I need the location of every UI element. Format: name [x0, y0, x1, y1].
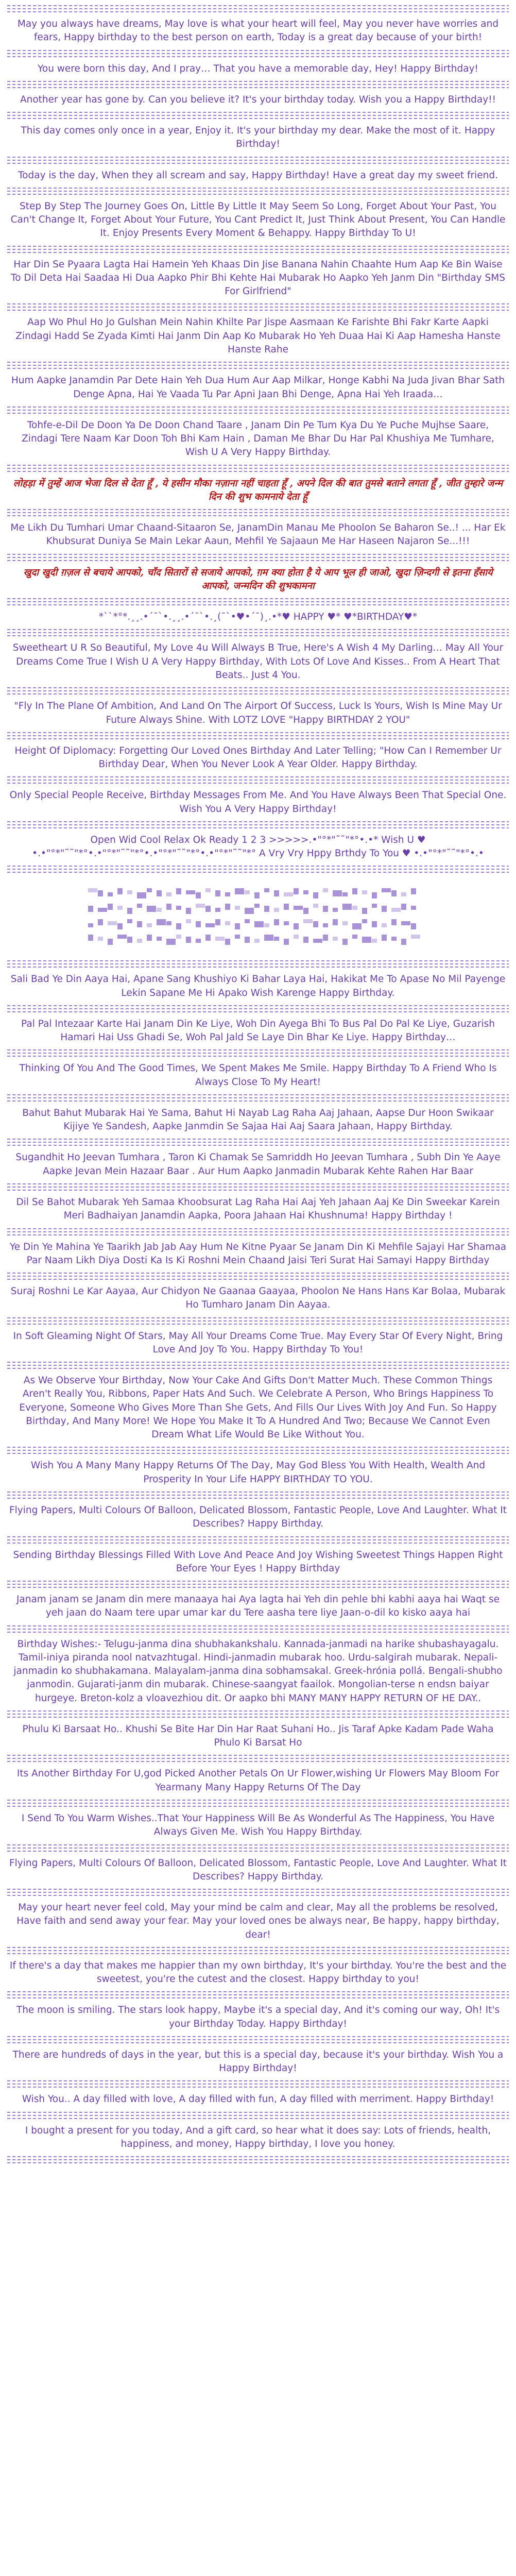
ascii-art-block — [264, 906, 269, 912]
happy-birthday-ascii-art — [78, 878, 438, 955]
ascii-art-block — [411, 888, 416, 894]
ascii-art-block — [303, 890, 308, 894]
dashed-divider — [7, 303, 509, 311]
dashed-divider — [7, 1844, 509, 1852]
ascii-art-block — [352, 923, 362, 929]
ascii-art-block — [196, 921, 201, 927]
ascii-art-block — [98, 937, 103, 941]
birthday-wish-text: खुदा खुदी ग़ज़ल से बचाये आपको, चाँद सितारों से सजाये आपको, ग़म क्या होता है ये आप भूल ही जाओ, खुदा ज़िन्दगी से इतना हँसाये आपको, जन्मदिन की शुभकामना — [23, 567, 493, 591]
ascii-art-block — [147, 888, 152, 892]
ascii-art-block — [382, 906, 387, 912]
ascii-art-block — [127, 919, 132, 923]
dashed-divider — [7, 1581, 509, 1588]
ascii-art-block — [382, 935, 387, 941]
birthday-wish-text: Sali Bad Ye Din Aaya Hai, Apane Sang Khushiyo Ki Bahar Laya Hai, Hakikat Me To Apase No Mil Payenge Lekin Sapane Me Hi Apako Wish Karenge Happy Birthday. — [10, 974, 506, 998]
ascii-art-block — [284, 904, 289, 910]
birthday-wish-text: Thinking Of You And The Good Times, We Spent Makes Me Smile. Happy Birthday To A Friend Who Is Always Close To My Heart! — [19, 1063, 497, 1088]
birthday-wish-text: Wish You A Many Many Happy Returns Of The Day, May God Bless You With Health, Wealth And Prosperity In Your Life HAPPY BIRTHDAY TO YOU. — [30, 1460, 486, 1485]
birthday-wish-text: Its Another Birthday For U,god Picked Another Petals On Ur Flower,wishing Ur Flowers May Bloom For Yearmany Many Happy Returns Of The Day — [16, 1768, 500, 1793]
ascii-art-block — [372, 939, 377, 943]
ascii-art-block — [313, 921, 318, 927]
ascii-art-block — [313, 939, 322, 943]
ascii-art-block — [215, 919, 220, 925]
dashed-divider — [7, 554, 509, 561]
birthday-wish-text: "Fly In The Plane Of Ambition, And Land On The Airport Of Success, Luck Is Yours, Wish Is Mine May Ur Future Always Shine. With LOTZ LOVE "Happy BIRTHDAY 2 YOU" — [14, 701, 502, 725]
birthday-wish-text: Flying Papers, Multi Colours Of Balloon, Delicated Blossom, Fantastic People, Love And Laughter. What It Describes? Happy Birthday. — [9, 1505, 507, 1530]
dashed-divider — [7, 5, 509, 12]
birthday-wish-text: Sending Birthday Blessings Filled With Love And Peace And Joy Wishing Sweetest Things Happen Right Before Your Eyes ! Happy Birthday — [13, 1549, 503, 1574]
ascii-art-block — [254, 904, 260, 908]
ascii-art-block — [294, 888, 299, 894]
birthday-wish-text: I bought a present for you today, And a gift card, so hear what it does say: Lots of friends, health, happiness, and money, Happy birthday, I love you honey. — [25, 2125, 491, 2149]
ascii-art-block — [108, 921, 117, 925]
ascii-art-block — [401, 939, 406, 945]
ascii-art-block — [284, 939, 289, 945]
ascii-art-block — [401, 921, 410, 925]
ascii-art-block — [313, 904, 318, 908]
ascii-art-block — [137, 939, 142, 943]
ascii-art-block — [342, 921, 348, 925]
ascii-art-block — [215, 937, 225, 941]
ascii-art-block — [186, 919, 191, 923]
ascii-art-block — [411, 935, 420, 939]
dashed-divider — [7, 406, 509, 414]
dashed-divider — [7, 2112, 509, 2119]
ascii-art-block — [205, 888, 211, 892]
dashed-divider — [7, 1947, 509, 1954]
birthday-wish-text: Open Wid Cool Relax Ok Ready 1 2 3 >>>>>.•"°*"˜˜"*°•.•* Wish U ♥ •.•"°*"˜˜"*°•.•"°*"˜˜"*°•.•"°*"˜˜"*°•.•"°*"˜˜"*° A Vry Vry Hppy Brthdy To You ♥ •.•"°*"˜˜"*°•.• — [32, 834, 484, 859]
dashed-divider — [7, 629, 509, 636]
birthday-wish-text: Suraj Roshni Le Kar Aayaa, Aur Chidyon Ne Gaanaa Gaayaa, Phoolon Ne Hans Hans Kar Bolaa, Mubarak Ho Tumharo Janam Din Aayaa. — [10, 1286, 506, 1311]
ascii-art-block — [176, 888, 181, 894]
ascii-art-block — [235, 923, 240, 929]
dashed-divider — [7, 188, 509, 195]
dashed-divider — [7, 1447, 509, 1454]
ascii-art-block — [225, 904, 230, 910]
dashed-divider — [7, 2156, 509, 2163]
birthday-wish-text: Birthday Wishes:- Telugu-janma dina shubhakankshalu. Kannada-janmadi na harike shubashayagalu. Tamil-iniya piranda nool natvazhtugal. Hindi-janmadin mubarak hoo. Urdu-salgirah mubarak. Nepali-janmadin ko shubhakamana. Malayalam-janma dina sobhamsakal. Greek-hrónia pollá. Bengali-shubho janmodin. Gujarati-janm din mubarak. Chinese-saangyat faailok. Mongolian-terse n endsn baiyar hurgeye. Breton-kolz a vloavezhiou dit. Or aapko bhi MANY MANY HAPPY RETURN OF HE DAY.. — [13, 1638, 503, 1704]
ascii-art-block — [284, 892, 293, 896]
birthday-wish-text: Phulu Ki Barsaat Ho.. Khushi Se Bite Har Din Har Raat Suhani Ho.. Jis Taraf Apke Kadam Pade Waha Phulo Ki Barsat Ho — [22, 1723, 494, 1749]
ascii-art-block — [352, 935, 357, 939]
ascii-art-block — [382, 888, 391, 892]
ascii-art-block — [372, 921, 377, 927]
ascii-art-block — [88, 906, 93, 912]
ascii-art-block — [303, 908, 308, 914]
dashed-divider — [7, 1362, 509, 1369]
dashed-divider — [7, 1094, 509, 1101]
birthday-wish-text: As We Observe Your Birthday, Now Your Cake And Gifts Don't Matter Much. These Common Things Aren't Really You, Ribbons, Paper Hats And Such. We Celebrate A Person, Who Brings Happiness To Everyone, Someone Who Gives More Than She Gets, And Fills Our Lives With Joy And Fun. So Happy Birthday, And Many More! We Hope You Make It To A Hundred And Two; Because We Cannot Even Dream What Life Would Be Like Without You. — [19, 1375, 497, 1440]
ascii-art-block — [117, 923, 123, 929]
ascii-art-block — [391, 919, 397, 925]
dashed-divider — [7, 157, 509, 164]
ascii-art-block — [254, 892, 260, 899]
ascii-art-block — [294, 935, 299, 939]
ascii-art-block — [391, 908, 401, 912]
ascii-art-block — [127, 937, 132, 943]
birthday-wish-text: I Send To You Warm Wishes..That Your Happiness Will Be As Wonderful As The Happiness, You Have Always Given Me. Wish You Happy Birthday. — [21, 1812, 495, 1838]
birthday-wish-text: The moon is smiling. The stars look happy, Maybe it's a special day, And it's coming our way, Oh! It's your Birthday Today. Happy Birthday! — [16, 2005, 500, 2029]
ascii-art-block — [137, 892, 146, 899]
birthday-wish-text: Wish You.. A day filled with love, A day filled with fun, A day filled with merriment. Happy Birthday! — [22, 2094, 494, 2105]
ascii-art-block — [108, 892, 113, 896]
birthday-wish-text: Pal Pal Intezaar Karte Hai Janam Din Ke Liye, Woh Din Ayega Bhi To Bus Pal Do Pal Ke Liye, Guzarish Hamari Hai Uss Ghadi Se, Woh Pal Jald Se Laye Din Bhar Ke Liye. Happy Birthday… — [21, 1018, 495, 1043]
ascii-art-block — [274, 937, 279, 941]
ascii-art-block — [274, 919, 279, 925]
ascii-art-block — [274, 890, 279, 896]
ascii-art-block — [157, 937, 162, 941]
ascii-art-block — [342, 892, 348, 896]
dashed-divider — [7, 1710, 509, 1718]
ascii-art-block — [205, 906, 211, 912]
ascii-art-block — [186, 890, 195, 894]
dashed-divider — [7, 821, 509, 828]
birthday-wish-text: Hum Aapke Janamdin Par Dete Hain Yeh Dua Hum Aur Aap Milkar, Honge Kabhi Na Juda Jivan Bhar Sath Denge Apna, Hai Ye Vaada Tu Par Apni Jaan Bhi Denge, Apna Hai Yeh Iraada… — [11, 375, 505, 400]
ascii-art-block — [196, 892, 201, 899]
ascii-art-block — [186, 908, 191, 914]
ascii-art-block — [166, 904, 171, 910]
ascii-art-block — [205, 923, 215, 927]
birthday-wish-text: If there's a day that makes me happier than my own birthday, It's your birthday. You're the best and the sweetest, you're the cutest and the closest. Happy birthday to you! — [9, 1960, 507, 1985]
ascii-art-block — [98, 908, 107, 912]
ascii-art-block — [294, 906, 303, 910]
ascii-art-block — [284, 921, 289, 925]
ascii-art-block — [411, 923, 416, 929]
ascii-art-block — [147, 935, 152, 941]
dashed-divider — [7, 1005, 509, 1012]
ascii-art-block — [127, 908, 132, 914]
ascii-art-block — [196, 939, 201, 943]
birthday-wish-text: Ye Din Ye Mahina Ye Taarikh Jab Jab Aay Hum Ne Kitne Pyaar Se Janam Din Ki Mehfile Sajayi Har Shamaa Par Naam Likh Diya Dosti Ka Is Ki Roshni Mein Chaand Jaisi Teri Surat Hai Samayi Happy Birthday — [9, 1241, 507, 1266]
dashed-divider — [7, 687, 509, 694]
ascii-art-block — [176, 923, 181, 929]
dashed-divider — [7, 465, 509, 472]
dashed-divider — [7, 1536, 509, 1544]
dashed-divider — [7, 960, 509, 968]
ascii-art-block — [342, 904, 352, 910]
birthday-wish-text: This day comes only once in a year, Enjoy it. It's your birthday my dear. Make the most of it. Happy Birthday! — [21, 125, 495, 150]
dashed-divider — [7, 1273, 509, 1280]
dashed-divider — [7, 866, 509, 873]
ascii-art-block — [166, 939, 176, 945]
ascii-art-block — [235, 906, 240, 910]
dashed-divider — [7, 362, 509, 369]
ascii-art-block — [333, 919, 338, 925]
dashed-divider — [7, 598, 509, 605]
wishes-page — [0, 5, 516, 2163]
ascii-art-block — [176, 906, 181, 910]
birthday-wish-text: Sweetheart U R So Beautiful, My Love 4u Will Always B True, Here's A Wish 4 My Darling… May All Your Dreams Come True I Wish U A Very Happy Birthday, With Lots Of Love And Kisses.. From A Heart That Beats.. Just 4 You. — [12, 642, 504, 681]
ascii-art-block — [411, 906, 416, 910]
birthday-wish-text: Tohfe-e-Dil De Doon Ya De Doon Chand Taare , Janam Din Pe Tum Kya Du Ye Puche Mujhse Saare, Zindagi Tere Naam Kar Doon Toh Bhi Kam Hain , Daman Me Bhar Du Har Pal Khushiya Me Tumhare, Wish U A Very Happy Birthday. — [22, 419, 494, 458]
birthday-wish-text: Sugandhit Ho Jeevan Tumhara , Taron Ki Chamak Se Samriddh Ho Jeevan Tumhara , Subh Din Ye Aaye Aapke Jevan Mein Hazaar Baar . Aur Hum Aapko Janmadin Mubarak Kehte Rahen Har Baar — [15, 1152, 501, 1177]
birthday-wish-text: Dil Se Bahot Mubarak Yeh Samaa Khoobsurat Lag Raha Hai Aaj Yeh Jahaan Aaj Ke Din Sweekar Karein Meri Badhaiyan Janamdin Aapka, Poora Jahaan Hai Khushnuma! Happy Birthday ! — [16, 1197, 500, 1222]
ascii-art-block — [88, 923, 93, 927]
ascii-art-block — [333, 937, 338, 941]
ascii-art-block — [294, 923, 299, 929]
ascii-art-block — [117, 906, 123, 910]
ascii-art-block — [362, 890, 367, 894]
ascii-art-block — [215, 908, 220, 912]
ascii-art-block — [333, 890, 342, 896]
ascii-art-block — [245, 937, 250, 943]
ascii-art-block — [333, 908, 338, 912]
ascii-art-block — [274, 908, 279, 912]
ascii-art-block — [245, 919, 250, 923]
ascii-art-block — [108, 939, 113, 945]
ascii-art-block — [108, 904, 113, 910]
dashed-divider — [7, 1049, 509, 1057]
birthday-wish-text: Only Special People Receive, Birthday Messages From Me. And You Have Always Been That Special One. Wish You A Very Happy Birthday! — [9, 790, 507, 815]
birthday-wish-text: लोहड़ा में तुम्हें आज भेजा दिल से देता हूँ , ये हसीन मौका नज़ाना नहीं चाहता हूँ , अपने दिल की बात तुमसे बताने लगता हूँ , जीत तुम्हारे जन्म दिन की शुभ कामनाये देता हूँ — [13, 478, 503, 502]
birthday-wish-text: Bahut Bahut Mubarak Hai Ye Sama, Bahut Hi Nayab Lag Raha Aaj Jahaan, Aapse Dur Hoon Swikaar Kijiye Ye Sandesh, Aapke Janmdin Se Sajaa Hai Aaj Saara Jahaan, Happy Birthday. — [22, 1107, 494, 1132]
ascii-art-block — [137, 921, 142, 927]
birthday-wish-text: There are hundreds of days in the year, but this is a special day, because it's your birthday. Wish You a Happy Birthday! — [12, 2049, 504, 2074]
ascii-art-block — [264, 935, 273, 941]
ascii-art-block — [117, 888, 123, 894]
birthday-wish-text: May you always have dreams, May love is what your heart will feel, May you never have worries and fears, Happy birthday to the best person on earth, Today is a great day because of your birth! — [17, 19, 499, 43]
ascii-art-block — [323, 906, 328, 912]
dashed-divider — [7, 246, 509, 253]
ascii-art-block — [205, 935, 211, 941]
dashed-divider — [7, 2080, 509, 2088]
dashed-divider — [7, 1183, 509, 1191]
dashed-divider — [7, 112, 509, 119]
ascii-art-block — [215, 890, 220, 896]
dashed-divider — [7, 1492, 509, 1499]
birthday-wish-text: Har Din Se Pyaara Lagta Hai Hamein Yeh Khaas Din Jise Banana Nahin Chaahte Hum Aap Ke Bin Waise To Dil Deta Hai Saadaa Hi Dua Aapko Phir Bhi Kehte Hai Mubarak Ho Aapko Yeh Janm Din "Birthday SMS For Girlfriend" — [11, 259, 505, 297]
ascii-art-block — [137, 904, 142, 908]
ascii-art-block — [88, 888, 97, 892]
ascii-art-block — [176, 935, 181, 939]
birthday-wish-text: *``*°*.¸¸.•´¯`•.¸¸.•´¯`•.¸(¯`•♥•´¯)¸.•*♥ HAPPY ♥* ♥*BIRTHDAY♥* — [98, 612, 418, 623]
ascii-art-block — [166, 892, 171, 896]
ascii-art-block — [147, 906, 156, 912]
dashed-divider — [7, 1139, 509, 1146]
dashed-divider — [7, 1625, 509, 1633]
ascii-art-block — [254, 939, 260, 943]
ascii-art-block — [372, 904, 377, 908]
ascii-art-block — [352, 888, 357, 894]
birthday-wish-text: Today is the day, When they all scream and say, Happy Birthday! Have a great day my sweet friend. — [18, 170, 498, 181]
ascii-art-block — [264, 888, 269, 892]
ascii-art-block — [88, 935, 93, 941]
dashed-divider — [7, 1755, 509, 1762]
dashed-divider — [7, 1889, 509, 1896]
ascii-art-block — [157, 908, 162, 912]
ascii-art-block — [235, 935, 240, 939]
ascii-art-block — [98, 919, 103, 925]
ascii-art-block — [186, 937, 191, 943]
ascii-art-block — [264, 923, 269, 927]
ascii-art-block — [323, 923, 328, 927]
dashed-divider — [7, 1317, 509, 1325]
ascii-art-block — [235, 888, 244, 894]
ascii-art-block — [391, 890, 397, 896]
dashed-divider — [7, 509, 509, 516]
dashed-divider — [7, 732, 509, 739]
dashed-divider — [7, 1228, 509, 1235]
ascii-art-block — [166, 921, 171, 925]
dashed-divider — [7, 81, 509, 88]
birthday-wish-text: Me Likh Du Tumhari Umar Chaand-Sitaaron Se, JanamDin Manau Me Phoolon Se Baharon Se..! ... Har Ek Khubsurat Duniya Se Main Lekar Aaun, Mehfil Ye Sajaaun Me Har Haseen Najaron Se...!!! — [10, 522, 506, 547]
birthday-wish-text: Step By Step The Journey Goes On, Little By Little It May Seem So Long, Forget About Your Past, You Can't Change It, Forget About Your Future, You Cant Predict It, Just Think About Present, You Can Handle It. Enjoy Presents Every Moment & Behappy. Happy Birthday To U! — [10, 200, 506, 239]
ascii-art-block — [362, 919, 367, 923]
birthday-wish-text: You were born this day, And I pray… That you have a memorable day, Hey! Happy Birthday! — [38, 63, 478, 74]
ascii-art-block — [362, 937, 371, 943]
ascii-art-block — [372, 892, 377, 899]
dashed-divider — [7, 50, 509, 57]
ascii-art-block — [254, 921, 264, 927]
birthday-wish-text: Height Of Diplomacy: Forgetting Our Loved Ones Birthday And Later Telling; "How Can I Remember Ur Birthday Dear, When You Never Look A Year Older. Happy Birthday. — [14, 745, 502, 770]
ascii-art-block — [196, 904, 205, 908]
ascii-art-block — [391, 937, 397, 941]
ascii-art-block — [401, 904, 406, 910]
ascii-art-block — [323, 888, 328, 892]
dashed-divider — [7, 1991, 509, 1998]
ascii-art-block — [245, 908, 254, 914]
dashed-divider — [7, 2036, 509, 2043]
ascii-art-block — [245, 890, 250, 894]
ascii-art-block — [225, 939, 230, 945]
ascii-art-block — [225, 921, 230, 925]
birthday-wish-text: Janam janam se Janam din mere manaaya hai Aya lagta hai Yeh din pehle bhi kabhi aaya hai Waqt se yeh jaan do Naam tere upar umar kar du Tere aasha tere liye Jaan-o-dil ko kisko aaya hai — [16, 1594, 500, 1619]
ascii-art-block — [157, 890, 162, 896]
ascii-art-block — [342, 939, 348, 945]
ascii-art-block — [323, 935, 328, 941]
ascii-art-block — [117, 935, 127, 939]
birthday-wish-text: In Soft Gleaming Night Of Stars, May All Your Dreams Come True. May Every Star Of Every Night, Bring Love And Joy To You. Happy Birthday To You! — [13, 1330, 503, 1355]
birthday-wish-text: Aap Wo Phul Ho Jo Gulshan Mein Nahin Khilte Par Jispe Aasmaan Ke Farishte Bhi Fakr Karte Aapki Zindagi Hadd Se Zyada Kimti Hai Janm Din Aap Ko Mubarak Ho Yeh Duaa Hai Ki Aap Hamesha Hanste Hanste Rahe — [15, 317, 501, 355]
birthday-wish-text: May your heart never feel cold, May your mind be calm and clear, May all the problems be resolved, Have faith and send away your fear. May your loved ones be always near, Be happy, happy birthday, dear! — [16, 1902, 500, 1940]
ascii-art-block — [225, 892, 230, 896]
ascii-art-block — [303, 937, 308, 943]
ascii-art-block — [157, 919, 166, 925]
ascii-art-block — [313, 892, 318, 899]
ascii-art-block — [127, 890, 132, 894]
dashed-divider — [7, 776, 509, 784]
birthday-wish-text: Flying Papers, Multi Colours Of Balloon, Delicated Blossom, Fantastic People, Love And Laughter. What It Describes? Happy Birthday. — [9, 1857, 507, 1882]
ascii-art-block — [303, 919, 313, 923]
dashed-divider — [7, 1800, 509, 1807]
birthday-wish-text: Another year has gone by. Can you believe it? It's your birthday today. Wish you a Happy Birthday!! — [20, 94, 496, 105]
ascii-art-block — [362, 908, 367, 914]
ascii-art-block — [352, 906, 357, 910]
ascii-art-block — [147, 923, 152, 927]
ascii-art-block — [382, 923, 387, 927]
ascii-art-block — [401, 892, 406, 896]
ascii-art-block — [98, 890, 103, 896]
